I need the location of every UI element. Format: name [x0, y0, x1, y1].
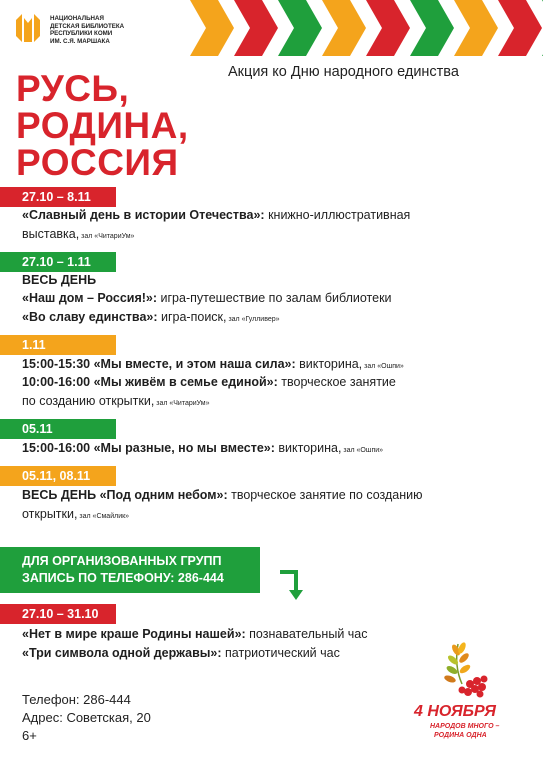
event-title: ВЕСЬ ДЕНЬ «Под одним небом»:	[22, 488, 228, 502]
library-name-line: ИМ. С.Я. МАРШАКА	[50, 37, 110, 45]
event-title: «Во славу единства»:	[22, 310, 158, 324]
event-desc: викторина,	[274, 441, 342, 455]
page-title-line: РОДИНА,	[16, 105, 189, 146]
date-tag: 05.11	[0, 419, 116, 439]
event-desc: игра-поиск,	[157, 310, 227, 324]
date-tag: 27.10 – 1.11	[0, 252, 116, 272]
event-hall: зал «ЧитариУм»	[79, 233, 135, 240]
emblem-slogan-line: РОДИНА ОДНА	[434, 732, 487, 739]
event-desc: по созданию открытки,	[22, 394, 155, 408]
chevron-pattern-decoration	[190, 0, 543, 56]
event-line	[22, 626, 368, 642]
contact-phone: Телефон: 286-444	[22, 692, 131, 707]
event-hall: зал «ЧитариУм»	[154, 400, 210, 407]
event-line	[22, 309, 280, 328]
group-booking-banner	[0, 547, 260, 593]
event-desc: творческое занятие	[277, 375, 396, 389]
event-hall: зал «Ошпи»	[362, 363, 404, 370]
page-title-line: РОССИЯ	[16, 142, 179, 183]
page-title-line: РУСЬ,	[16, 68, 130, 109]
event-time: ВЕСЬ ДЕНЬ	[22, 273, 97, 287]
event-desc: познавательный час	[245, 627, 368, 641]
event-desc: книжно-иллюстративная	[264, 208, 411, 222]
event-title: 15:00-16:00 «Мы разные, но мы вместе»:	[22, 441, 275, 455]
event-desc: игра-путешествие по залам библиотеки	[157, 291, 392, 305]
library-name-line: ДЕТСКАЯ БИБЛИОТЕКА	[50, 22, 125, 30]
event-title: «Три символа одной державы»:	[22, 646, 222, 660]
event-line	[22, 356, 404, 375]
age-rating: 6+	[22, 728, 37, 743]
campaign-title: Акция ко Дню народного единства	[228, 64, 459, 80]
event-line	[22, 207, 410, 223]
event-line	[22, 393, 210, 412]
event-line	[22, 226, 134, 245]
event-line	[22, 487, 423, 503]
event-desc: патриотический час	[221, 646, 340, 660]
group-banner-line: ДЛЯ ОРГАНИЗОВАННЫХ ГРУПП	[22, 554, 222, 568]
group-banner-line: ЗАПИСЬ ПО ТЕЛЕФОНУ: 286-444	[22, 571, 224, 585]
event-line	[22, 506, 129, 525]
page-title	[16, 70, 189, 181]
event-line	[22, 272, 96, 288]
event-title: «Славный день в истории Отечества»:	[22, 208, 265, 222]
emblem-date: 4 НОЯБРЯ	[414, 703, 496, 720]
date-tag: 1.11	[0, 335, 116, 355]
contact-address: Адрес: Советская, 20	[22, 710, 151, 725]
emblem-slogan-line: НАРОДОВ МНОГО –	[430, 723, 500, 730]
event-title: «Нет в мире краше Родины нашей»:	[22, 627, 246, 641]
event-title: «Наш дом – Россия!»:	[22, 291, 158, 305]
event-desc: выставка,	[22, 227, 80, 241]
event-hall: зал «Гулливер»	[226, 316, 280, 323]
library-name-line: НАЦИОНАЛЬНАЯ	[50, 15, 104, 22]
date-tag: 27.10 – 8.11	[0, 187, 116, 207]
rowan-leaves-icon	[443, 641, 471, 684]
event-line	[22, 440, 383, 459]
library-logo-icon	[16, 14, 40, 42]
event-hall: зал «Ошпи»	[341, 447, 384, 454]
event-desc: творческое занятие по созданию	[227, 488, 423, 502]
arrow-down-icon	[278, 569, 306, 601]
event-title: 15:00-15:30 «Мы вместе, и этом наша сила»:	[22, 357, 296, 371]
event-line	[22, 290, 392, 306]
date-tag: 05.11, 08.11	[0, 466, 116, 486]
library-name	[50, 15, 200, 45]
event-desc: открытки,	[22, 507, 78, 521]
event-desc: викторина,	[295, 357, 363, 371]
event-hall: зал «Смайлик»	[77, 513, 130, 520]
event-title: 10:00-16:00 «Мы живём в семье единой»:	[22, 375, 278, 389]
library-name-line: РЕСПУБЛИКИ КОМИ	[50, 30, 113, 38]
event-line	[22, 645, 340, 661]
date-tag: 27.10 – 31.10	[0, 604, 116, 624]
rowan-emblem	[412, 636, 522, 746]
rowan-berries-icon	[459, 676, 488, 698]
event-line	[22, 374, 396, 390]
